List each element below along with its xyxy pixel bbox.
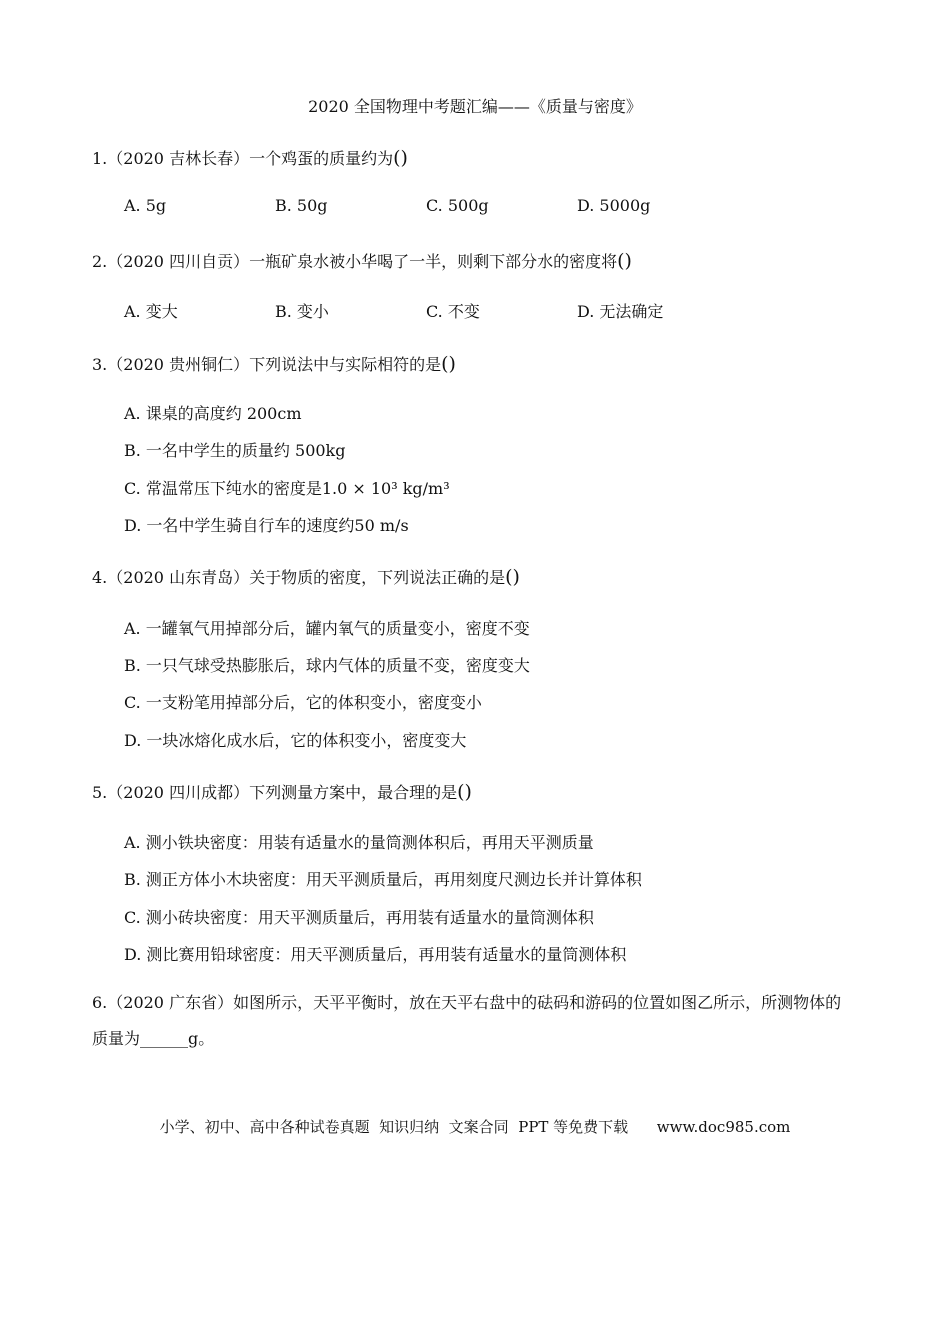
question-1-text: 1.（2020 吉林长春）一个鸡蛋的质量约为 [92,149,394,168]
question-5-stem [92,780,472,803]
option-b: B. 50g [275,196,328,215]
question-4-text: 4.（2020 山东青岛）关于物质的密度，下列说法正确的是 [92,568,506,587]
question-5-option-d: D. 测比赛用铅球密度：用天平测质量后，再用装有适量水的量筒测体积 [124,945,627,964]
question-2-text: 2.（2020 四川自贡）一瓶矿泉水被小华喝了一半，则剩下部分水的密度将 [92,252,618,271]
question-5-option-b: B. 测正方体小木块密度：用天平测质量后，再用刻度尺测边长并计算体积 [124,870,642,889]
question-4-option-d: D. 一块冰熔化成水后，它的体积变小，密度变大 [124,731,467,750]
answer-paren: () [505,566,520,588]
option-c: C. 不变 [426,302,480,321]
question-4-option-b: B. 一只气球受热膨胀后，球内气体的质量不变，密度变大 [124,656,530,675]
question-2-stem [92,249,632,272]
option-b: B. 变小 [275,302,329,321]
answer-paren: () [617,250,632,272]
question-1-stem [92,146,408,169]
answer-paren: () [457,781,472,803]
answer-paren: () [441,353,456,375]
question-3-stem [92,352,456,375]
question-5-option-a: A. 测小铁块密度：用装有适量水的量筒测体积后，再用天平测质量 [124,833,594,852]
option-d: D. 5000g [577,196,651,215]
document-title: 2020 全国物理中考题汇编——《质量与密度》 [308,97,642,116]
question-5-text: 5.（2020 四川成都）下列测量方案中，最合理的是 [92,783,458,802]
option-a: A. 5g [124,196,167,215]
option-d: D. 无法确定 [577,302,664,321]
question-3-option-b: B. 一名中学生的质量约 500kg [124,441,346,460]
question-3-text: 3.（2020 贵州铜仁）下列说法中与实际相符的是 [92,355,442,374]
question-6-text: 6.（2020 广东省）如图所示，天平平衡时，放在天平右盘中的砝码和游码的位置如图乙所示，所测物体的质量为______g。 [92,993,842,1048]
answer-paren: () [393,147,408,169]
question-5-option-c: C. 测小砖块密度：用天平测质量后，再用装有适量水的量筒测体积 [124,908,594,927]
footer-text: 小学、初中、高中各种试卷真题 知识归纳 文案合同 PPT 等免费下载 www.doc985.com [159,1118,791,1136]
question-4-option-c: C. 一支粉笔用掉部分后，它的体积变小，密度变小 [124,693,482,712]
option-a: A. 变大 [124,302,178,321]
option-c: C. 500g [426,196,489,215]
question-3-option-d: D. 一名中学生骑自行车的速度约50 m/s [124,516,409,535]
question-3-option-c: C. 常温常压下纯水的密度是1.0 × 10³ kg/m³ [124,479,450,498]
question-3-option-a: A. 课桌的高度约 200cm [124,404,302,423]
question-4-option-a: A. 一罐氧气用掉部分后，罐内氧气的质量变小，密度不变 [124,619,530,638]
question-4-stem [92,565,520,588]
